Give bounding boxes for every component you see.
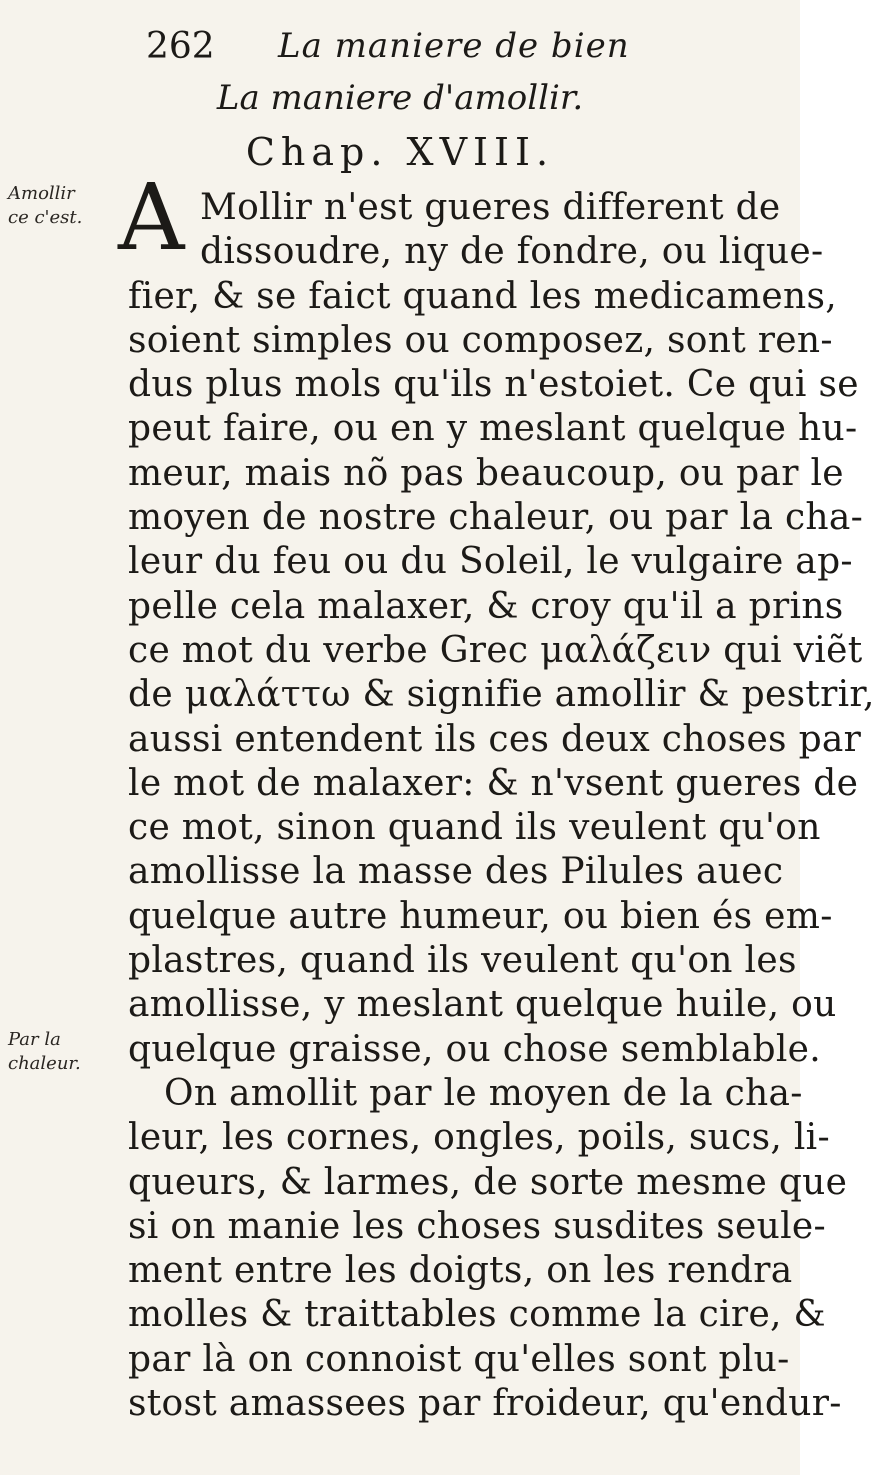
text-line: quelque graisse, ou chose semblable. [128, 1028, 821, 1070]
drop-cap: A [118, 164, 185, 271]
margin-note-chaleur [8, 1028, 81, 1076]
text-line: de μαλάττω & signifie amollir & pestrir, [128, 674, 875, 716]
text-line: fier, & se faict quand les medicamens, [128, 275, 838, 317]
text-line: leur du feu ou du Soleil, le vulgaire ap- [128, 541, 853, 583]
text-line: molles & traittables comme la cire, & [128, 1294, 826, 1336]
text-line: si on manie les choses susdites seule- [128, 1205, 826, 1247]
text-line: Mollir n'est gueres different de [200, 187, 781, 228]
page-number: 262 [146, 26, 215, 67]
text-line: quelque autre humeur, ou bien és em- [128, 895, 833, 937]
text-line: moyen de nostre chaleur, ou par la cha- [128, 497, 864, 539]
text-line: meur, mais nõ pas beaucoup, ou par le [128, 452, 844, 494]
text-line: On amollit par le moyen de la cha- [164, 1072, 803, 1114]
text-line: ce mot, sinon quand ils veulent qu'on [128, 807, 821, 849]
text-line: aussi entendent ils ces deux choses par [128, 718, 862, 760]
margin-note-line: Amollir [8, 183, 75, 204]
text-line: peut faire, ou en y meslant quelque hu- [128, 408, 858, 450]
chapter-heading: Chap. XVIII. [245, 130, 555, 174]
running-title: La maniere de bien [278, 26, 630, 66]
text-line: amollisse la masse des Pilules auec [128, 851, 784, 893]
text-line: leur, les cornes, ongles, poils, sucs, li- [128, 1117, 830, 1159]
text-line: dissoudre, ny de fondre, ou lique- [200, 231, 824, 273]
margin-note-amollir [8, 182, 82, 230]
text-line: amollisse, y meslant quelque huile, ou [128, 984, 837, 1026]
text-line: queurs, & larmes, de sorte mesme que [128, 1161, 848, 1203]
text-line: stost amassees par froideur, qu'endur- [128, 1383, 842, 1425]
text-line: plastres, quand ils veulent qu'on les [128, 940, 797, 982]
text-line: pelle cela malaxer, & croy qu'il a prins [128, 585, 844, 627]
text-line: soient simples ou composez, sont ren- [128, 319, 833, 361]
margin-note-line: ce c'est. [8, 207, 83, 228]
text-line: ment entre les doigts, on les rendra [128, 1250, 793, 1292]
text-line: dus plus mols qu'ils n'estoiet. Ce qui se [128, 364, 859, 406]
margin-note-line: Par la [8, 1029, 61, 1050]
running-head [140, 26, 660, 76]
body-text [128, 186, 875, 1426]
margin-note-line: chaleur. [8, 1053, 81, 1074]
text-line: le mot de malaxer: & n'vsent gueres de [128, 762, 859, 804]
text-line: ce mot du verbe Grec μαλάζειν qui viẽt [128, 629, 863, 671]
text-line: par là on connoist qu'elles sont plu- [128, 1338, 790, 1380]
chapter-title: La maniere d'amollir. [216, 78, 584, 118]
